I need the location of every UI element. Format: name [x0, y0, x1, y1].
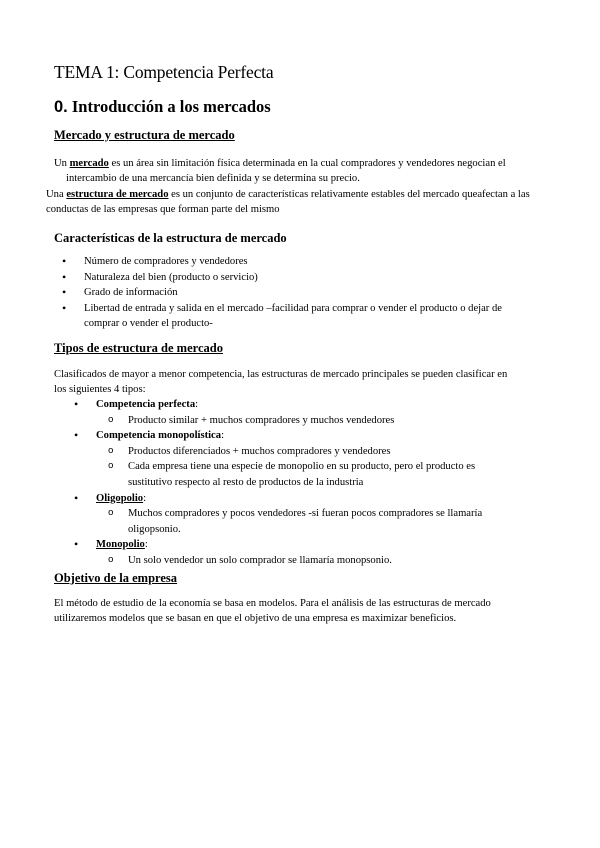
circle-bullet-icon: o — [108, 461, 114, 472]
sub-list-item-continuation — [108, 522, 482, 538]
objetivo-line1: El método de estudio de la economía se basa en modelos. Para el análisis de las estructuras de mercado — [54, 598, 491, 609]
text-fragment: Un — [54, 158, 70, 169]
type-item-competencia-monopolistica — [74, 428, 482, 490]
bullet-icon: • — [62, 285, 67, 300]
list-item-text: Naturaleza del bien (producto o servicio) — [84, 271, 258, 283]
sub-list-item-continuation — [108, 475, 482, 491]
tipos-intro-line1: Clasificados de mayor a menor competencia, las estructuras de mercado principales se pueden clasificar en — [54, 369, 508, 380]
circle-bullet-icon: o — [108, 445, 114, 456]
sub-list-item — [108, 413, 482, 429]
text-fragment: Una — [46, 189, 67, 200]
list-item-text: Grado de información — [84, 287, 178, 299]
circle-bullet-icon: o — [108, 508, 114, 519]
term-estructura-de-mercado: estructura de mercado — [66, 189, 169, 200]
list-item-text: Número de compradores y vendedores — [84, 256, 248, 267]
sub-list-item — [108, 506, 482, 522]
sub-list — [108, 444, 482, 491]
section-heading-text: Introducción a los mercados — [71, 97, 271, 116]
bullet-icon: • — [74, 490, 79, 505]
type-name: Competencia perfecta — [96, 399, 196, 410]
bullet-icon: • — [62, 269, 67, 284]
sub-list — [108, 413, 482, 429]
list-item — [62, 270, 502, 286]
sub-list-item-text: Cada empresa tiene una especie de monopolio en su producto, pero el producto es — [128, 461, 476, 473]
sub-list — [108, 506, 482, 537]
paragraph-estructura-line2: conductas de las empresas que forman parte del mismo — [46, 204, 280, 215]
tipos-intro-line2: los siguientes 4 tipos: — [54, 384, 146, 395]
sub-list-item-text: sustitutivo respecto al resto de productos de la industria — [128, 476, 364, 488]
type-item-oligopolio — [74, 491, 482, 538]
text-fragment: es un conjunto de características relativamente estables del mercado queafectan a las — [168, 189, 530, 200]
sub-list-item — [108, 459, 482, 475]
type-item-monopolio — [74, 537, 482, 568]
sub-list-item-text: oligopsonio. — [128, 523, 181, 535]
caracteristicas-list — [62, 254, 502, 332]
list-item — [62, 254, 502, 270]
sub-list — [108, 553, 482, 569]
paragraph-mercado-line1 — [54, 156, 506, 172]
paragraph-mercado-line2: intercambio de una mercancía bien definida y se determina su precio. — [66, 173, 360, 184]
type-name: Monopolio — [96, 539, 145, 551]
list-item — [62, 285, 502, 301]
list-item-text: Libertad de entrada y salida en el mercado –facilidad para comprar o vender el producto o dejar de — [84, 302, 502, 314]
type-name: Competencia monopolística — [96, 430, 222, 442]
section-number: 0. — [54, 98, 68, 116]
list-item-text: comprar o vender el producto- — [84, 318, 213, 330]
sub-list-item-text: Productos diferenciados + muchos compradores y vendedores — [128, 445, 391, 457]
objetivo-line2: utilizaremos modelos que se basan en que el objetivo de una empresa es maximizar beneficios. — [54, 613, 457, 624]
colon: : — [195, 399, 199, 410]
section-heading — [54, 97, 271, 117]
heading-objetivo: Objetivo de la empresa — [54, 571, 178, 585]
circle-bullet-icon: o — [108, 414, 114, 425]
page-title: TEMA 1: Competencia Perfecta — [54, 62, 274, 82]
list-item-continuation — [62, 316, 502, 332]
sub-list-item-text: Producto similar + muchos compradores y muchos vendedores — [128, 414, 395, 426]
bullet-icon: • — [62, 254, 67, 268]
bullet-icon: • — [74, 537, 79, 552]
heading-mercado-estructura: Mercado y estructura de mercado — [54, 128, 235, 142]
sub-list-item-text: Un solo vendedor un solo comprador se llamaría monopsonio. — [128, 554, 392, 566]
sub-list-item — [108, 553, 482, 569]
term-mercado: mercado — [69, 158, 109, 169]
colon: : — [143, 492, 147, 504]
colon: : — [221, 430, 225, 442]
paragraph-estructura-line1 — [46, 187, 530, 203]
type-name: Oligopolio — [96, 492, 144, 504]
tipos-list — [74, 397, 482, 569]
type-item-competencia-perfecta — [74, 397, 482, 428]
bullet-icon: • — [74, 397, 79, 411]
sub-list-item — [108, 444, 482, 460]
list-item — [62, 301, 502, 317]
bullet-icon: • — [74, 428, 79, 443]
heading-caracteristicas: Características de la estructura de mercado — [54, 231, 287, 245]
circle-bullet-icon: o — [108, 554, 114, 565]
text-fragment: es un área sin limitación física determinada en la cual compradores y vendedores negocian el — [108, 158, 506, 169]
colon: : — [144, 539, 148, 551]
heading-tipos: Tipos de estructura de mercado — [54, 341, 223, 355]
sub-list-item-text: Muchos compradores y pocos vendedores -si fueran pocos compradores se llamaría — [128, 508, 483, 520]
bullet-icon: • — [62, 300, 67, 315]
